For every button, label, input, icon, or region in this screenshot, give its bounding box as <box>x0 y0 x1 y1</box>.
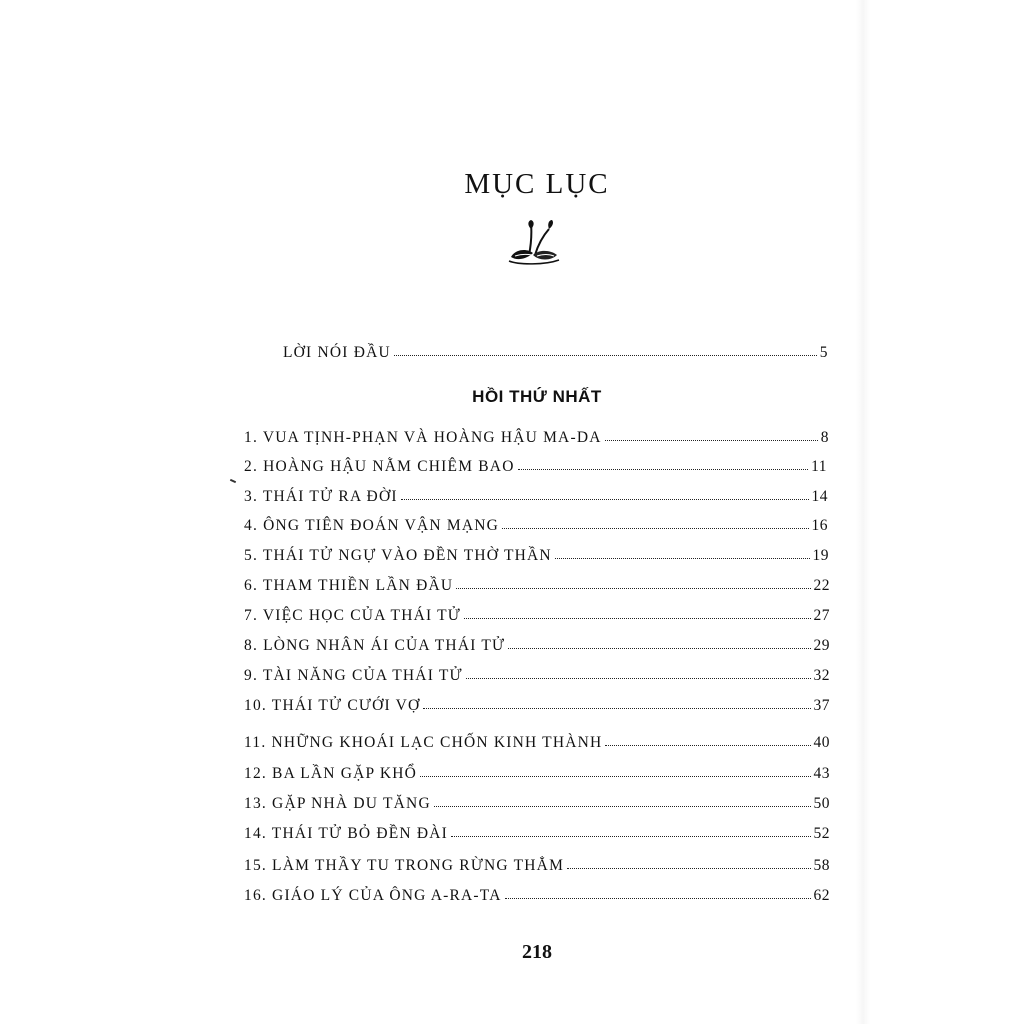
toc-entry-label: 8. LÒNG NHÂN ÁI CỦA THÁI TỬ <box>244 637 506 654</box>
dot-leader <box>451 835 810 837</box>
toc-entry <box>244 697 830 715</box>
toc-entry-label: LỜI NÓI ĐẦU <box>283 344 391 361</box>
toc-entry-page: 27 <box>813 607 830 624</box>
page-title: MỤC LỤC <box>464 168 610 200</box>
toc-entry <box>244 825 830 843</box>
toc-entry-page: 11 <box>811 458 827 475</box>
dot-leader <box>401 498 809 500</box>
toc-entry-label: 9. TÀI NĂNG CỦA THÁI TỬ <box>244 667 463 684</box>
toc-entry-label: 3. THÁI TỬ RA ĐỜI <box>244 488 398 505</box>
toc-entry-label: 5. THÁI TỬ NGỰ VÀO ĐỀN THỜ THẦN <box>244 547 552 564</box>
dot-leader <box>555 557 810 559</box>
toc-entry <box>244 667 830 685</box>
toc-entry-page: 5 <box>819 344 828 361</box>
toc-entry-page: 58 <box>813 857 830 874</box>
toc-entry <box>244 517 828 535</box>
toc-entry <box>244 458 827 476</box>
toc-entry-page: 16 <box>811 517 828 534</box>
toc-entry <box>244 637 830 655</box>
toc-entry-page: 37 <box>813 697 830 714</box>
toc-entry-page: 50 <box>813 795 830 812</box>
dot-leader <box>567 867 810 869</box>
toc-entry-label: 11. NHỮNG KHOÁI LẠC CHỐN KINH THÀNH <box>244 734 603 751</box>
toc-entry <box>244 488 828 506</box>
toc-entry-page: 32 <box>813 667 830 684</box>
toc-entry <box>244 857 830 875</box>
dot-leader <box>466 677 811 679</box>
dot-leader <box>518 468 808 470</box>
toc-entry <box>244 429 829 447</box>
toc-entry-label: 10. THÁI TỬ CƯỚI VỢ <box>244 697 421 714</box>
toc-entry-label: 7. VIỆC HỌC CỦA THÁI TỬ <box>244 607 462 624</box>
toc-entry-page: 52 <box>813 825 830 842</box>
dot-leader <box>508 647 810 649</box>
dot-leader <box>423 707 810 709</box>
dot-leader <box>502 527 808 529</box>
toc-entry-label: 1. VUA TỊNH-PHẠN VÀ HOÀNG HẬU MA-DA <box>244 429 602 446</box>
toc-entry-page: 19 <box>812 547 829 564</box>
toc-entry-page: 62 <box>813 887 830 904</box>
stray-mark <box>230 479 236 483</box>
toc-entry <box>244 795 830 813</box>
toc-entry-page: 40 <box>813 734 830 751</box>
dot-leader <box>464 617 810 619</box>
dot-leader <box>505 897 811 899</box>
toc-entry-page: 22 <box>813 577 830 594</box>
toc-entry <box>244 607 830 625</box>
dot-leader <box>434 805 811 807</box>
toc-entry <box>244 577 830 595</box>
toc-entry-preface <box>283 344 828 362</box>
dot-leader <box>605 744 810 746</box>
toc-entry <box>244 887 830 905</box>
dot-leader <box>394 354 817 356</box>
toc-entry-label: 4. ÔNG TIÊN ĐOÁN VẬN MẠNG <box>244 517 500 534</box>
dot-leader <box>605 439 818 441</box>
toc-entry-page: 14 <box>811 488 828 505</box>
page-number: 218 <box>522 941 552 963</box>
toc-entry-label: 15. LÀM THẦY TU TRONG RỪNG THẲM <box>244 857 565 874</box>
toc-entry-label: 2. HOÀNG HẬU NẰM CHIÊM BAO <box>244 458 515 475</box>
toc-entry-page: 43 <box>813 765 830 782</box>
dot-leader <box>420 775 810 777</box>
toc-entry <box>244 765 830 783</box>
dot-leader <box>456 587 810 589</box>
toc-entry-label: 14. THÁI TỬ BỎ ĐỀN ĐÀI <box>244 825 449 842</box>
toc-entry-label: 13. GẶP NHÀ DU TĂNG <box>244 795 431 812</box>
toc-entry-label: 16. GIÁO LÝ CỦA ÔNG A-RA-TA <box>244 887 502 904</box>
toc-entry <box>244 547 829 565</box>
toc-entry-label: 12. BA LẦN GẶP KHỔ <box>244 765 418 782</box>
section-heading: HỒI THỨ NHẤT <box>472 387 602 406</box>
toc-entry-page: 29 <box>813 637 830 654</box>
toc-entry <box>244 734 830 752</box>
toc-entry-page: 8 <box>820 429 829 446</box>
toc-entry-label: 6. THAM THIỀN LẦN ĐẦU <box>244 577 454 594</box>
